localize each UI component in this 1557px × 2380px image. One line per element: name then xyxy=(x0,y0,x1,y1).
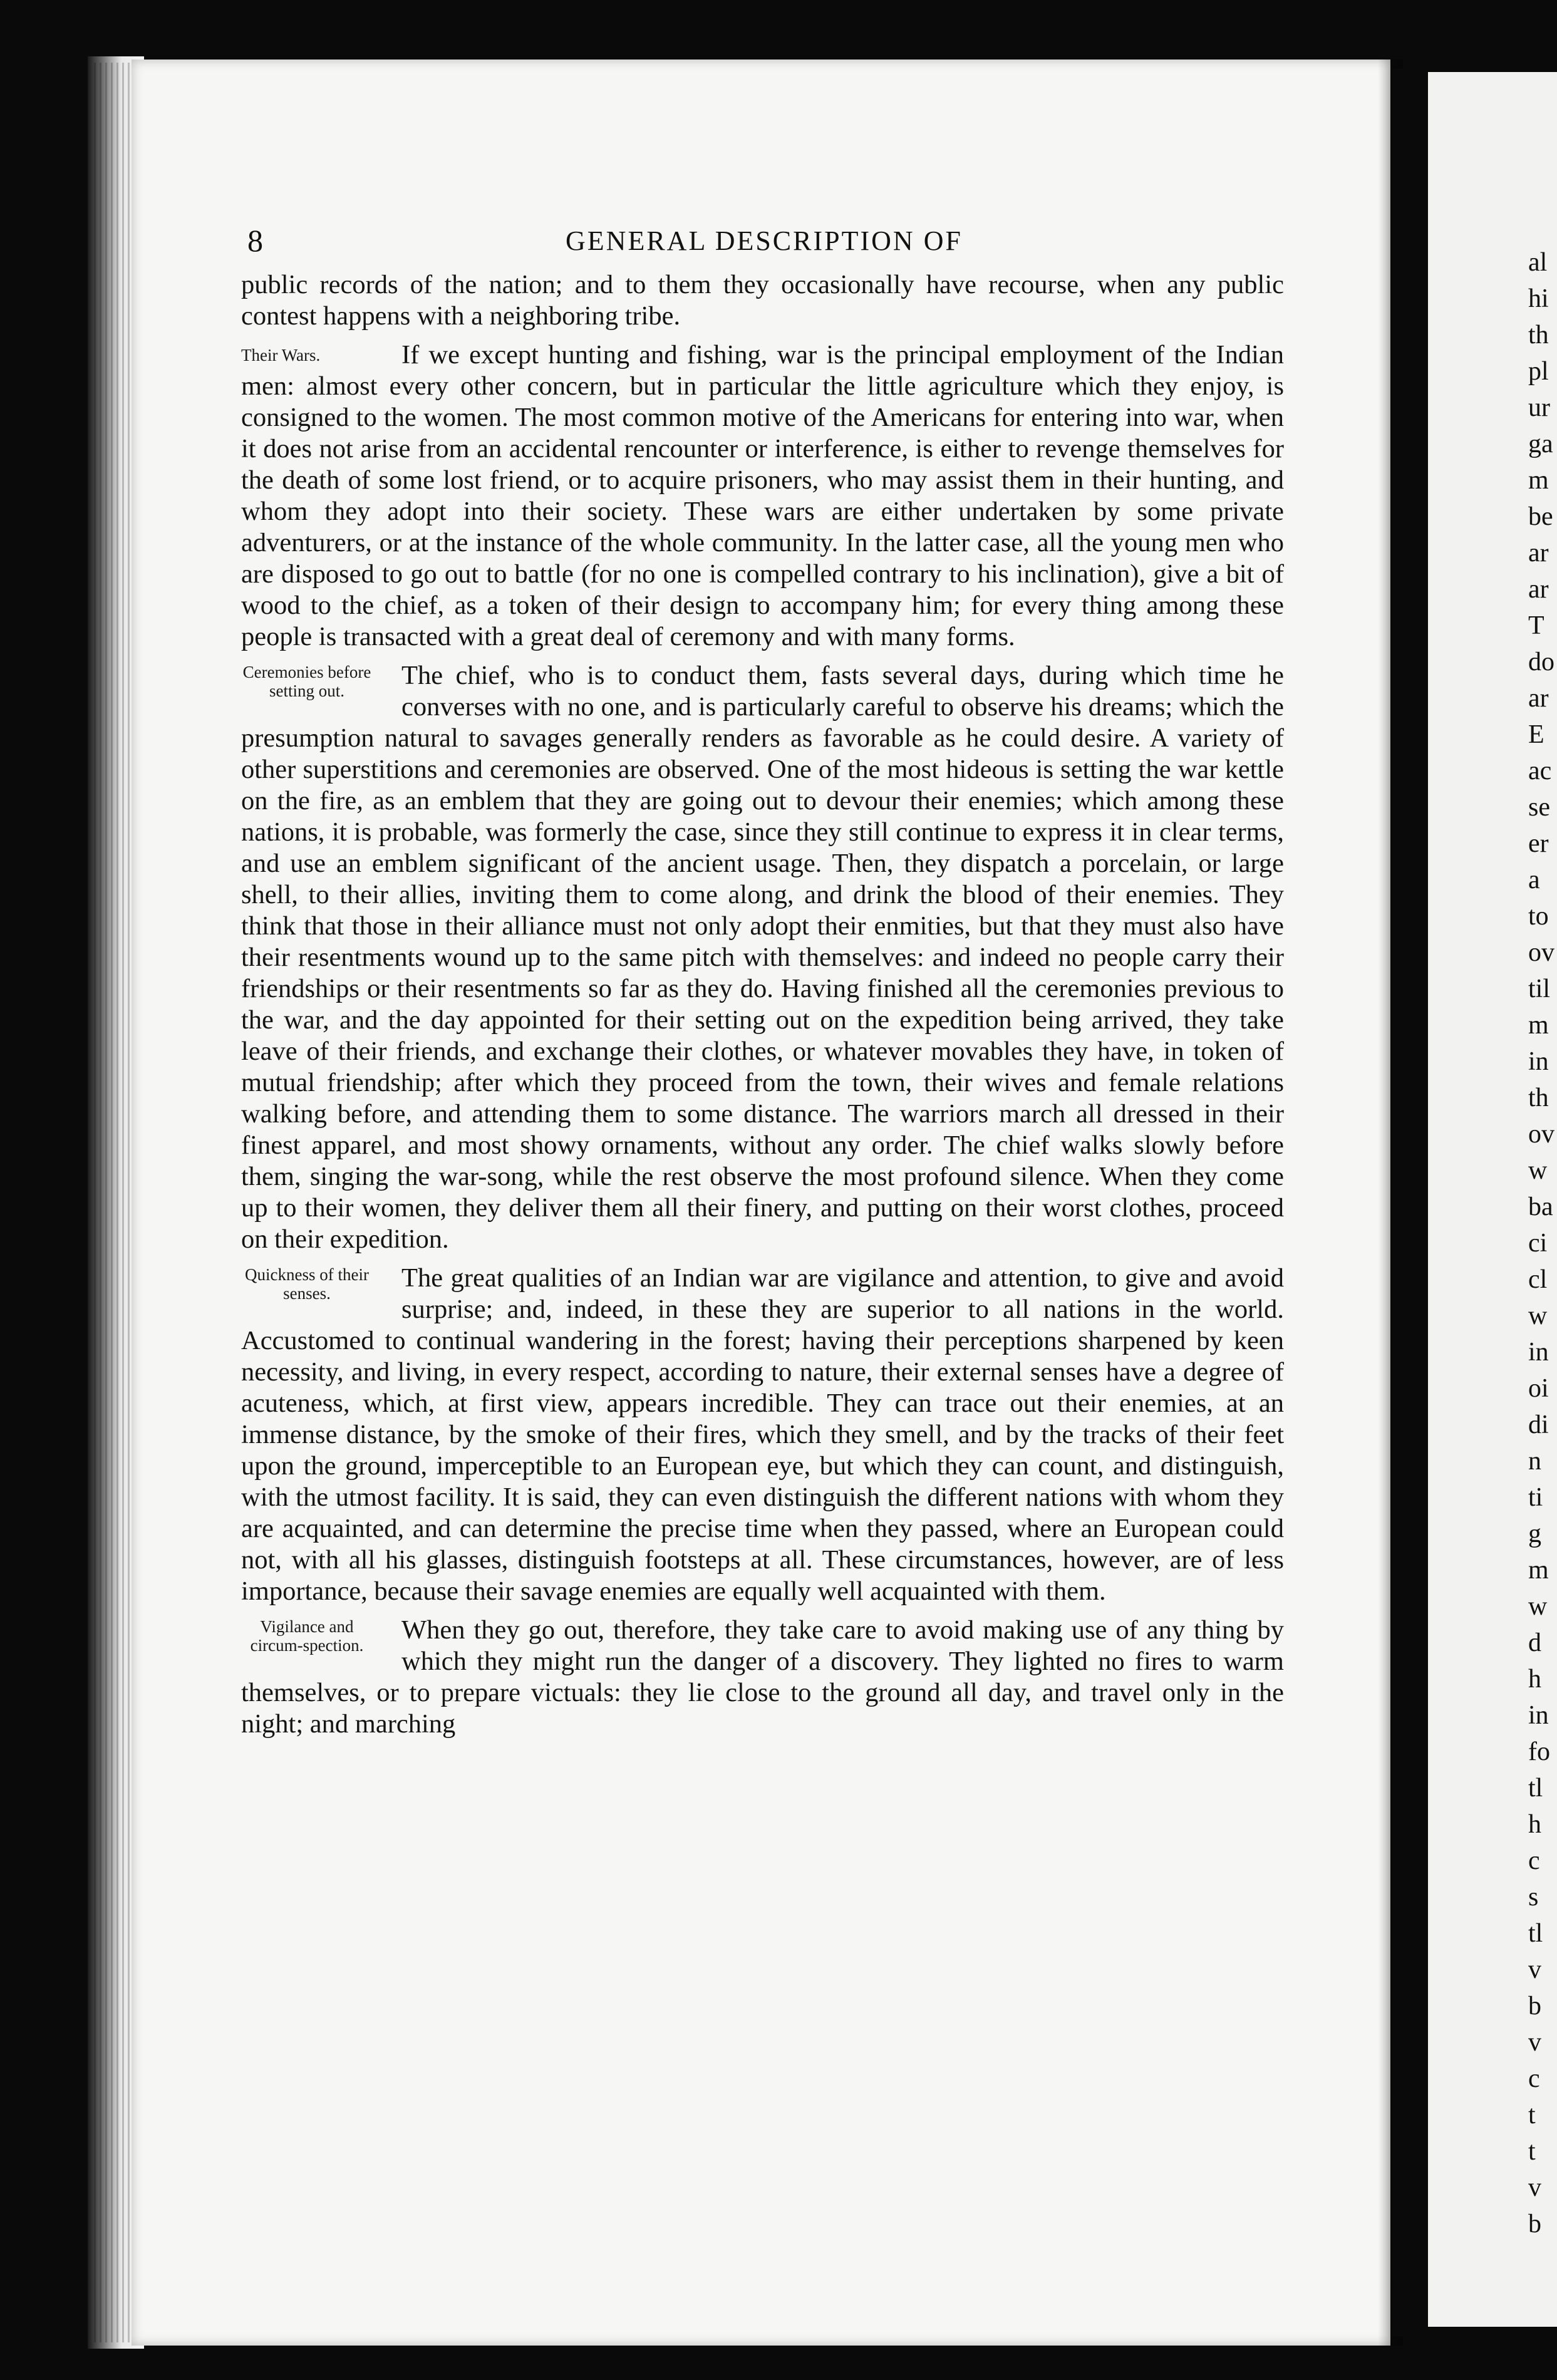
facing-page-line-fragment: th xyxy=(1528,321,1549,349)
sidenote-ceremonies: Ceremonies before setting out. xyxy=(242,663,371,700)
paragraph-ceremonies xyxy=(241,660,1284,1255)
facing-page-line-fragment: n xyxy=(1528,1447,1541,1476)
facing-page-line-fragment: al xyxy=(1528,248,1548,277)
paragraph-ceremonies-text: The chief, who is to conduct them, fasts several days, during which time he converses with no one, and is particularly careful to observe his dreams; which the presumption natural to savages generally renders as favorable as he could desire. A variety of other superstitions and ceremonies are observed. One of the most hideous is setting the war kettle on the fire, as an emblem that they are going out to devour their enemies; which among these nations, it is probable, was formerly the case, since they still continue to express it in clear terms, and use an emblem significant of the ancient usage. Then, they dispatch a porcelain, or large shell, to their allies, inviting them to come along, and drink the blood of their enemies. They think that those in their alliance must not only adopt their enmities, but that they must also have their resentments wound up to the same pitch with themselves: and indeed no people carry their friendships or their resentments so far as they do. Having finished all the ceremonies previous to the war, and the day appointed for their setting out on the expedition being arrived, they take leave of their friends, and exchange their clothes, or whatever movables they have, in token of mutual friendship; after which they proceed from the town, their wives and female relations walking before, and attending them to some distance. The warriors march all dressed in their finest apparel, and most showy ornaments, without any order. The chief walks slowly before them, singing the war-song, while the rest observe the most profound silence. When they come up to their women, they deliver them all their finery, and putting on their worst clothes, proceed on their expedition. xyxy=(241,661,1284,1254)
facing-page-line-fragment: tl xyxy=(1528,1919,1543,1948)
facing-page-line-fragment: ga xyxy=(1528,430,1553,458)
facing-page-line-fragment: t xyxy=(1528,2137,1536,2166)
paragraph-senses xyxy=(241,1263,1284,1607)
facing-page-line-fragment: hi xyxy=(1528,284,1549,313)
facing-page-fragment xyxy=(1428,72,1557,2327)
facing-page-line-fragment: in xyxy=(1528,1338,1549,1367)
facing-page-line-fragment: ba xyxy=(1528,1193,1553,1221)
facing-page-line-fragment: th xyxy=(1528,1084,1549,1112)
facing-page-line-fragment: in xyxy=(1528,1701,1549,1730)
facing-page-line-fragment: E xyxy=(1528,720,1544,749)
paragraph-wars xyxy=(241,339,1284,653)
facing-page-line-fragment: b xyxy=(1528,1992,1541,2020)
paragraph-vigilance xyxy=(241,1615,1284,1740)
running-head: GENERAL DESCRIPTION OF xyxy=(566,225,963,256)
facing-page-line-fragment: pl xyxy=(1528,357,1549,386)
paragraph-vigilance-text: When they go out, therefore, they take care to avoid making use of any thing by which they might run the danger of a discovery. They lighted no fires to warm themselves, or to prepare victuals: they lie close to the ground all day, and travel only in the night; and marching xyxy=(241,1615,1284,1739)
facing-page-line-fragment: a xyxy=(1528,866,1540,894)
sidenote-quickness: Quickness of their senses. xyxy=(245,1265,369,1303)
facing-page-line-fragment: ar xyxy=(1528,539,1549,567)
facing-page-line-fragment: s xyxy=(1528,1883,1539,1912)
facing-page-line-fragment: ov xyxy=(1528,938,1554,967)
facing-page-line-fragment: m xyxy=(1528,466,1549,495)
facing-page-line-fragment: to xyxy=(1528,902,1549,931)
paragraph-wars-text: If we except hunting and fishing, war is the principal employment of the Indian men: almost every other concern, but in particular the little agriculture which they enjoy, is consigned to the women. The most common motive of the Americans for entering into war, when it does not arise from an accidental rencounter or interference, is either to revenge themselves for the death of some lost friend, or to acquire prisoners, who may assist them in their hunting, and whom they adopt into their society. These wars are either undertaken by some private adventurers, or at the instance of the whole community. In the latter case, all the young men who are disposed to go out to battle (for no one is compelled contrary to his inclination), give a bit of wood to the chief, as a token of their design to accompany him; for every thing among these people is transacted with a great deal of ceremony and with many forms. xyxy=(241,340,1284,651)
facing-page-line-fragment: be xyxy=(1528,502,1553,531)
facing-page-line-fragment: ov xyxy=(1528,1120,1554,1149)
facing-page-line-fragment: h xyxy=(1528,1810,1541,1839)
facing-page-line-fragment: t xyxy=(1528,2101,1536,2129)
facing-page-line-fragment: v xyxy=(1528,2028,1541,2057)
body-text xyxy=(241,269,1284,2305)
facing-page-line-fragment: w xyxy=(1528,1156,1548,1185)
page-number: 8 xyxy=(247,223,263,258)
facing-page-line-fragment: se xyxy=(1528,793,1550,822)
sidenote-vigilance: Vigilance and circum-spection. xyxy=(250,1617,364,1655)
facing-page-line-fragment: oi xyxy=(1528,1374,1549,1403)
page-header xyxy=(247,222,1281,266)
facing-page-line-fragment: ac xyxy=(1528,757,1552,785)
facing-page-line-fragment: do xyxy=(1528,648,1554,676)
facing-page-line-fragment: g xyxy=(1528,1519,1541,1548)
facing-page-line-fragment: ar xyxy=(1528,575,1549,604)
facing-page-line-fragment: v xyxy=(1528,1955,1541,1984)
facing-page-line-fragment: w xyxy=(1528,1592,1548,1621)
facing-page-line-fragment: di xyxy=(1528,1410,1549,1439)
facing-page-line-fragment: m xyxy=(1528,1011,1549,1040)
facing-page-line-fragment: w xyxy=(1528,1301,1548,1330)
facing-page-line-fragment: til xyxy=(1528,975,1551,1003)
facing-page-line-fragment: er xyxy=(1528,829,1549,858)
paragraph-records: public records of the nation; and to them they occasionally have recourse, when any public contest happens with a neighboring tribe. xyxy=(241,270,1284,331)
paragraph-senses-text: The great qualities of an Indian war are vigilance and attention, to give and avoid surprise; and, indeed, in these they are superior to all nations in the world. Accustomed to continual wandering in the forest; having their perceptions sharpened by keen necessity, and living, in every respect, according to nature, their external senses have a degree of acuteness, which, at first view, appears incredible. They can trace out their enemies, at an immense distance, by the smoke of their fires, which they smell, and by the tracks of their feet upon the ground, imperceptible to an European eye, but which they can count, and distinguish, with the utmost facility. It is said, they can even distinguish the different nations with whom they are acquainted, and can determine the precise time when they passed, where an European could not, with all his glasses, distinguish footsteps at all. These circumstances, however, are of less importance, because their savage enemies are equally well acquainted with them. xyxy=(241,1263,1284,1606)
facing-page-line-fragment: b xyxy=(1528,2210,1541,2238)
facing-page-line-fragment: ur xyxy=(1528,393,1550,422)
facing-page-line-fragment: v xyxy=(1528,2173,1541,2202)
facing-page-line-fragment: c xyxy=(1528,2064,1540,2093)
facing-page-line-fragment: in xyxy=(1528,1047,1549,1076)
facing-page-line-fragment: ti xyxy=(1528,1483,1543,1512)
facing-page-line-fragment: m xyxy=(1528,1556,1549,1585)
binding-texture xyxy=(94,63,132,2342)
sidenote-their-wars: Their Wars. xyxy=(241,346,321,365)
facing-page-line-fragment: ar xyxy=(1528,684,1549,713)
facing-page-line-fragment: fo xyxy=(1528,1737,1550,1766)
facing-page-line-fragment: tl xyxy=(1528,1774,1543,1803)
facing-page-line-fragment: T xyxy=(1528,611,1544,640)
facing-page-line-fragment: c xyxy=(1528,1846,1540,1875)
facing-page-line-fragment: h xyxy=(1528,1665,1541,1694)
facing-page-line-fragment: d xyxy=(1528,1628,1541,1657)
page-edge xyxy=(1390,69,1428,2336)
facing-page-line-fragment: ci xyxy=(1528,1229,1548,1258)
facing-page-line-fragment: cl xyxy=(1528,1265,1548,1294)
